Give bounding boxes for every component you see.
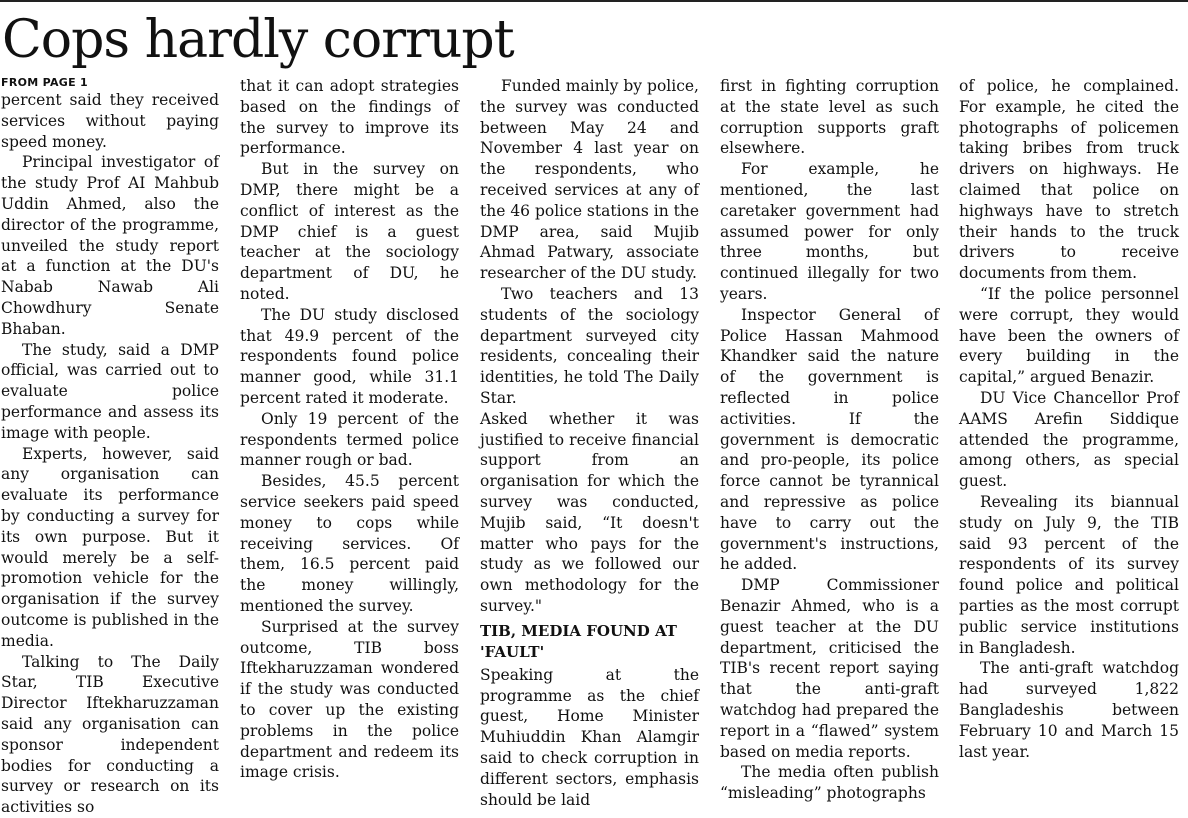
column-4 bbox=[720, 76, 939, 803]
paragraph: DU Vice Chancellor Prof AAMS Arefin Siddique attended the programme, among others, as special guest. bbox=[959, 388, 1179, 491]
headline: Cops hardly corrupt bbox=[2, 10, 514, 70]
paragraph: Principal investigator of the study Prof AI Mahbub Uddin Ahmed, also the director of the programme, unveiled the study report at a function at the DU's Nabab Nawab Ali Chowdhury Senate Bhaban. bbox=[1, 153, 219, 338]
paragraph: The media often publish “misleading” photographs bbox=[720, 763, 939, 803]
paragraph: Talking to The Daily Star, TIB Executive Director Iftekharuzzaman said any organisation can sponsor independent bodies for conducting a survey or research on its activities so bbox=[1, 652, 219, 817]
column-5 bbox=[959, 76, 1179, 763]
paragraph: Only 19 percent of the respondents termed police manner rough or bad. bbox=[240, 409, 459, 470]
paragraph: DMP Commissioner Benazir Ahmed, who is a guest teacher at the DU department, criticised the TIB's recent report saying that the anti-graft watchdog had prepared the report in a “flawed” system based on media reports. bbox=[720, 576, 939, 761]
paragraph: Besides, 45.5 percent service seekers paid speed money to cops while receiving services. Of them, 16.5 percent paid the money willingly, mentioned the survey. bbox=[240, 472, 459, 615]
paragraph: Revealing its biannual study on July 9, the TIB said 93 percent of the respondents of its survey found police and political parties as the most corrupt public service institutions in Bangladesh. bbox=[959, 492, 1179, 657]
column-1 bbox=[1, 76, 219, 817]
top-rule bbox=[0, 0, 1188, 2]
paragraph: The study, said a DMP official, was carried out to evaluate police performance and assess its image with people. bbox=[1, 340, 219, 442]
paragraph: For example, he mentioned, the last caretaker government had assumed power for only three months, but continued illegally for two years. bbox=[720, 160, 939, 303]
column-3 bbox=[480, 76, 699, 809]
subhead-tib-media-fault: TIB, MEDIA FOUND AT 'FAULT' bbox=[480, 621, 677, 661]
paragraph: of police, he complained. For example, he cited the photographs of policemen taking bribes from truck drivers on highways. He claimed that police on highways have to stretch their hands to the truck drivers to receive documents from them. bbox=[959, 77, 1179, 283]
paragraph: The DU study disclosed that 49.9 percent of the respondents found police manner good, while 31.1 percent rated it moderate. bbox=[240, 305, 459, 407]
paragraph: Surprised at the survey outcome, TIB boss Iftekharuzzaman wondered if the study was conducted to cover up the existing problems in the police department and redeem its image crisis. bbox=[240, 617, 459, 782]
paragraph: The anti-graft watchdog had surveyed 1,822 Bangladeshis between February 10 and March 15 last year. bbox=[959, 659, 1179, 761]
paragraph: But in the survey on DMP, there might be a conflict of interest as the DMP chief is a guest teacher at the sociology department of DU, he noted. bbox=[240, 160, 459, 303]
paragraph: percent said they received services without paying speed money. bbox=[1, 91, 219, 151]
paragraph: Funded mainly by police, the survey was conducted between May 24 and November 4 last year on the respondents, who received services at any of the 46 police stations in the DMP area, said Mujib Ahmad Patwary, associate researcher of the DU study. bbox=[480, 77, 699, 283]
paragraph: “If the police personnel were corrupt, they would have been the owners of every building in the capital,” argued Benazir. bbox=[959, 284, 1179, 387]
paragraph: Inspector General of Police Hassan Mahmood Khandker said the nature of the government is reflected in police activities. If the government is democratic and pro-people, its police force cannot be tyrannical and repressive as police have to carry out the government's instructions, he added. bbox=[720, 305, 939, 574]
paragraph: Asked whether it was justified to receive financial support from an organisation for which the survey was conducted, Mujib said, “It doesn't matter who pays for the study as we followed our own methodology for the survey." bbox=[480, 409, 699, 615]
paragraph: that it can adopt strategies based on the findings of the survey to improve its performance. bbox=[240, 77, 459, 158]
kicker-from-page-1: FROM PAGE 1 bbox=[1, 76, 89, 89]
paragraph: first in fighting corruption at the state level as such corruption supports graft elsewhere. bbox=[720, 77, 939, 158]
paragraph: Experts, however, said any organisation can evaluate its performance by conducting a survey for its own purpose. But it would merely be a self-promotion vehicle for the organisation if the survey outcome is published in the media. bbox=[1, 444, 219, 650]
column-2 bbox=[240, 76, 459, 782]
paragraph: Two teachers and 13 students of the sociology department surveyed city residents, concealing their identities, he told The Daily Star. bbox=[480, 284, 699, 407]
paragraph: Speaking at the programme as the chief guest, Home Minister Muhiuddin Khan Alamgir said to check corruption in different sectors, emphasis should be laid bbox=[480, 665, 699, 809]
